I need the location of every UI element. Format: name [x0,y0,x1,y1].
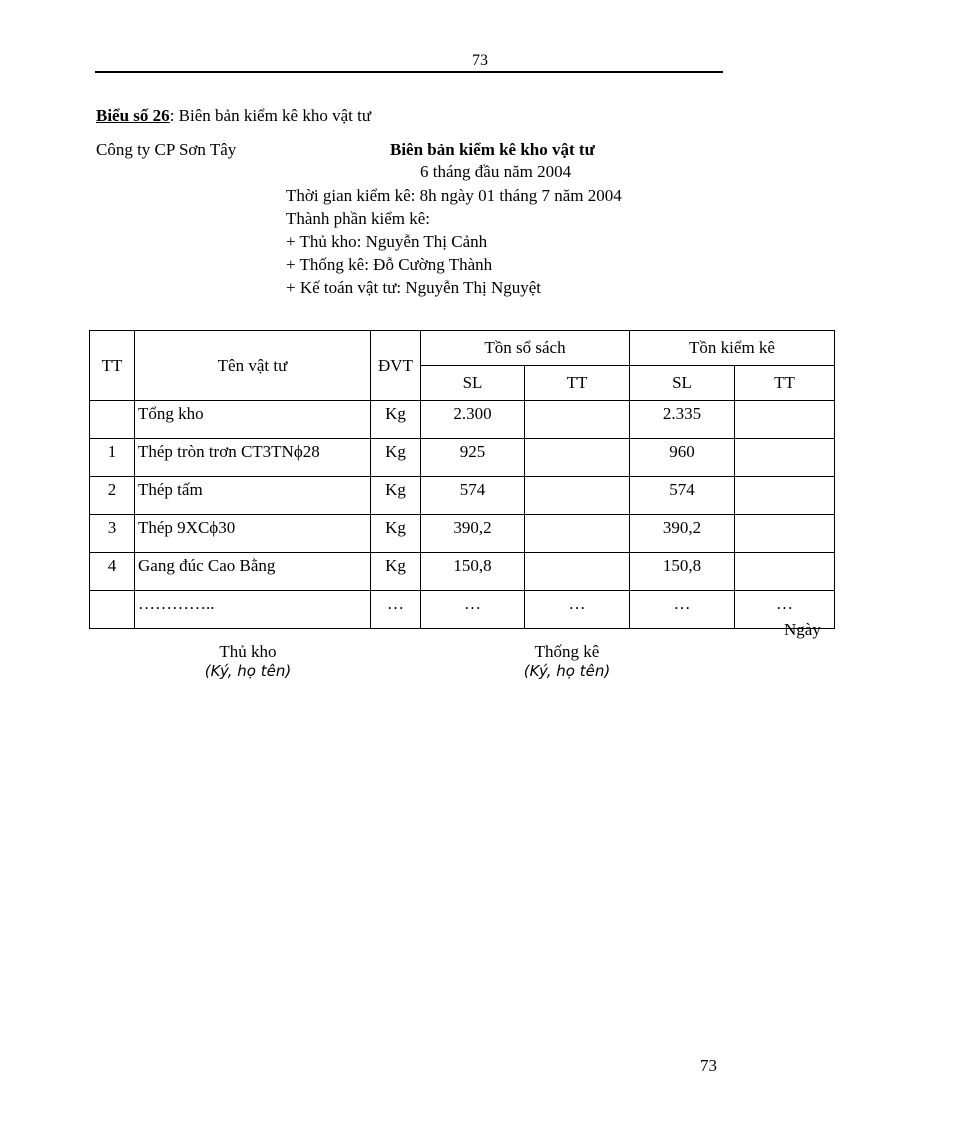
cell-name: Gang đúc Cao Bằng [135,553,371,591]
table-row [90,401,835,439]
document-title: Biên bản kiểm kê kho vật tư [390,140,595,159]
cell-count-sl: 960 [630,439,735,477]
cell-unit: … [371,591,421,629]
signature-warehouse-keeper [178,642,318,680]
cell-book-tt: … [525,591,630,629]
cell-tt: 2 [90,477,135,515]
cell-book-sl: … [421,591,525,629]
table-row [90,515,835,553]
signature-hint: (Ký, họ tên) [523,662,611,680]
cell-tt [90,591,135,629]
header-book-sl: SL [421,366,525,401]
cell-tt: 3 [90,515,135,553]
form-caption: : Biên bản kiểm kê kho vật tư [169,106,372,125]
cell-count-sl: 574 [630,477,735,515]
cell-book-tt [525,401,630,439]
header-material-name: Tên vật tư [135,331,371,401]
cell-count-sl: 150,8 [630,553,735,591]
header-counted-stock: Tồn kiểm kê [630,331,835,366]
cell-book-tt [525,553,630,591]
cell-unit: Kg [371,477,421,515]
document-period: 6 tháng đầu năm 2004 [420,162,572,181]
cell-count-tt [735,401,835,439]
cell-book-sl: 2.300 [421,401,525,439]
table-row [90,439,835,477]
table-row [90,477,835,515]
cell-name: Thép tròn trơn CT3TNϕ28 [135,439,371,477]
cell-name: Thép 9XCϕ30 [135,515,371,553]
inventory-info [286,184,622,299]
signature-statistician [497,642,637,680]
cell-book-sl: 150,8 [421,553,525,591]
cell-unit: Kg [371,439,421,477]
signature-role: Thống kê [534,642,600,661]
cell-tt [90,401,135,439]
date-line-fragment: Ngày [784,620,821,639]
cell-tt: 1 [90,439,135,477]
cell-count-sl: 390,2 [630,515,735,553]
company-name: Công ty CP Sơn Tây [96,140,237,159]
header-tt: TT [90,331,135,401]
inventory-table [89,330,835,629]
form-label [96,106,371,126]
cell-name: ………….. [135,591,371,629]
cell-count-sl: 2.335 [630,401,735,439]
cell-name: Tổng kho [135,401,371,439]
member-warehouse-keeper: + Thủ kho: Nguyễn Thị Cảnh [286,232,488,251]
signature-hint: (Ký, họ tên) [204,662,292,680]
header-page-number: 73 [472,52,488,69]
cell-tt: 4 [90,553,135,591]
signature-role: Thủ kho [219,642,277,661]
cell-name: Thép tấm [135,477,371,515]
inventory-members-heading: Thành phần kiểm kê: [286,209,430,228]
header-count-tt: TT [735,366,835,401]
cell-book-sl: 390,2 [421,515,525,553]
footer-page-number: 73 [700,1056,717,1075]
cell-unit: Kg [371,515,421,553]
cell-count-tt [735,477,835,515]
cell-book-tt [525,515,630,553]
cell-book-tt [525,477,630,515]
member-accountant: + Kế toán vật tư: Nguyễn Thị Nguyệt [286,278,542,297]
cell-count-tt [735,439,835,477]
header-unit: ĐVT [371,331,421,401]
table-row [90,553,835,591]
cell-book-tt [525,439,630,477]
header-rule [95,71,723,73]
cell-book-sl: 574 [421,477,525,515]
inventory-time: Thời gian kiểm kê: 8h ngày 01 tháng 7 năm 2004 [286,186,622,205]
cell-count-tt [735,553,835,591]
header-book-tt: TT [525,366,630,401]
header-count-sl: SL [630,366,735,401]
cell-count-tt [735,515,835,553]
cell-count-sl: … [630,591,735,629]
header-book-stock: Tồn sổ sách [421,331,630,366]
form-number: Biểu số 26 [96,106,170,125]
member-statistician: + Thống kê: Đỗ Cường Thành [286,255,493,274]
cell-unit: Kg [371,401,421,439]
cell-book-sl: 925 [421,439,525,477]
cell-unit: Kg [371,553,421,591]
table-row [90,591,835,629]
cell-count-tt: … [735,591,835,629]
